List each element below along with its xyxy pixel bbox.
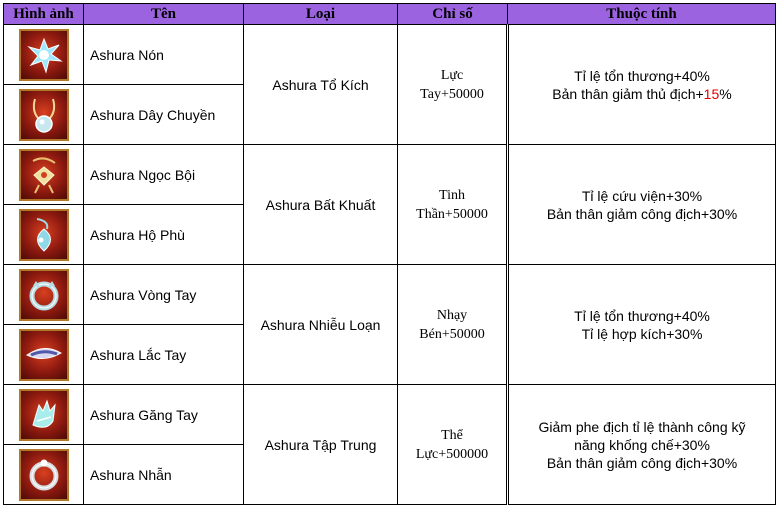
amulet-icon	[19, 209, 69, 261]
set-stat	[398, 25, 508, 145]
attribute-line: Tỉ lệ tổn thương+40%	[574, 67, 710, 84]
stat-line: Tinh	[439, 187, 465, 203]
item-image-cell	[4, 25, 84, 85]
item-image-cell	[4, 325, 84, 385]
item-image-cell	[4, 205, 84, 265]
attribute-line-highlight	[509, 85, 775, 103]
stat-line: Bén+50000	[419, 326, 485, 342]
header-stat: Chỉ số	[398, 4, 508, 25]
stat-line: Tay+50000	[420, 86, 484, 102]
bracelet-icon	[19, 269, 69, 321]
set-type: Ashura Tập Trung	[244, 385, 398, 505]
set-stat	[398, 385, 508, 505]
header-type: Loại	[244, 4, 398, 25]
necklace-icon	[19, 89, 69, 141]
header-image: Hình ảnh	[4, 4, 84, 25]
stat-line: Nhạy	[436, 307, 468, 323]
table-row	[4, 25, 776, 85]
item-image-cell	[4, 385, 84, 445]
attribute-line: Tỉ lệ tổn thương+40%	[574, 307, 710, 324]
set-type: Ashura Bất Khuất	[244, 145, 398, 265]
set-attribute	[508, 265, 776, 385]
table-row	[4, 385, 776, 445]
set-attribute	[508, 145, 776, 265]
stat-line: Thần+50000	[416, 206, 488, 222]
set-type: Ashura Nhiễu Loạn	[244, 265, 398, 385]
item-image-cell	[4, 265, 84, 325]
jade-pendant-icon	[19, 149, 69, 201]
table-row	[4, 145, 776, 205]
header-row	[4, 4, 776, 25]
attribute-text: Bản thân giảm thủ địch+15%	[552, 85, 732, 102]
stat-line: Lực	[440, 67, 464, 83]
set-type: Ashura Tổ Kích	[244, 25, 398, 145]
stat-line: Thể	[441, 427, 463, 443]
item-name: Ashura Nón	[84, 25, 244, 85]
item-image-cell	[4, 445, 84, 505]
equipment-table	[3, 3, 776, 505]
helmet-icon	[19, 29, 69, 81]
highlight-value: 15	[703, 85, 720, 102]
item-name: Ashura Lắc Tay	[84, 325, 244, 385]
attribute-line: năng khống chế+30%	[574, 436, 710, 453]
table-row	[4, 265, 776, 325]
item-image-cell	[4, 145, 84, 205]
attribute-line: Giảm phe địch tỉ lệ thành công kỹ	[538, 418, 746, 435]
ring-icon	[19, 449, 69, 501]
header-attribute: Thuộc tính	[508, 4, 776, 25]
set-stat	[398, 265, 508, 385]
stat-line: Lực+500000	[415, 446, 489, 462]
attribute-line: Tỉ lệ hợp kích+30%	[581, 325, 703, 342]
header-name: Tên	[84, 4, 244, 25]
item-image-cell	[4, 85, 84, 145]
set-attribute	[508, 25, 776, 145]
item-name: Ashura Ngọc Bội	[84, 145, 244, 205]
item-name: Ashura Găng Tay	[84, 385, 244, 445]
set-stat	[398, 145, 508, 265]
wristband-icon	[19, 329, 69, 381]
item-name: Ashura Nhẫn	[84, 445, 244, 505]
item-name: Ashura Vòng Tay	[84, 265, 244, 325]
item-name: Ashura Hộ Phù	[84, 205, 244, 265]
set-attribute	[508, 385, 776, 505]
attribute-line: Bản thân giảm công địch+30%	[546, 454, 738, 471]
glove-icon	[19, 389, 69, 441]
attribute-line: Tỉ lệ cứu viện+30%	[581, 187, 703, 204]
attribute-line: Bản thân giảm công địch+30%	[546, 205, 738, 222]
item-name: Ashura Dây Chuyền	[84, 85, 244, 145]
